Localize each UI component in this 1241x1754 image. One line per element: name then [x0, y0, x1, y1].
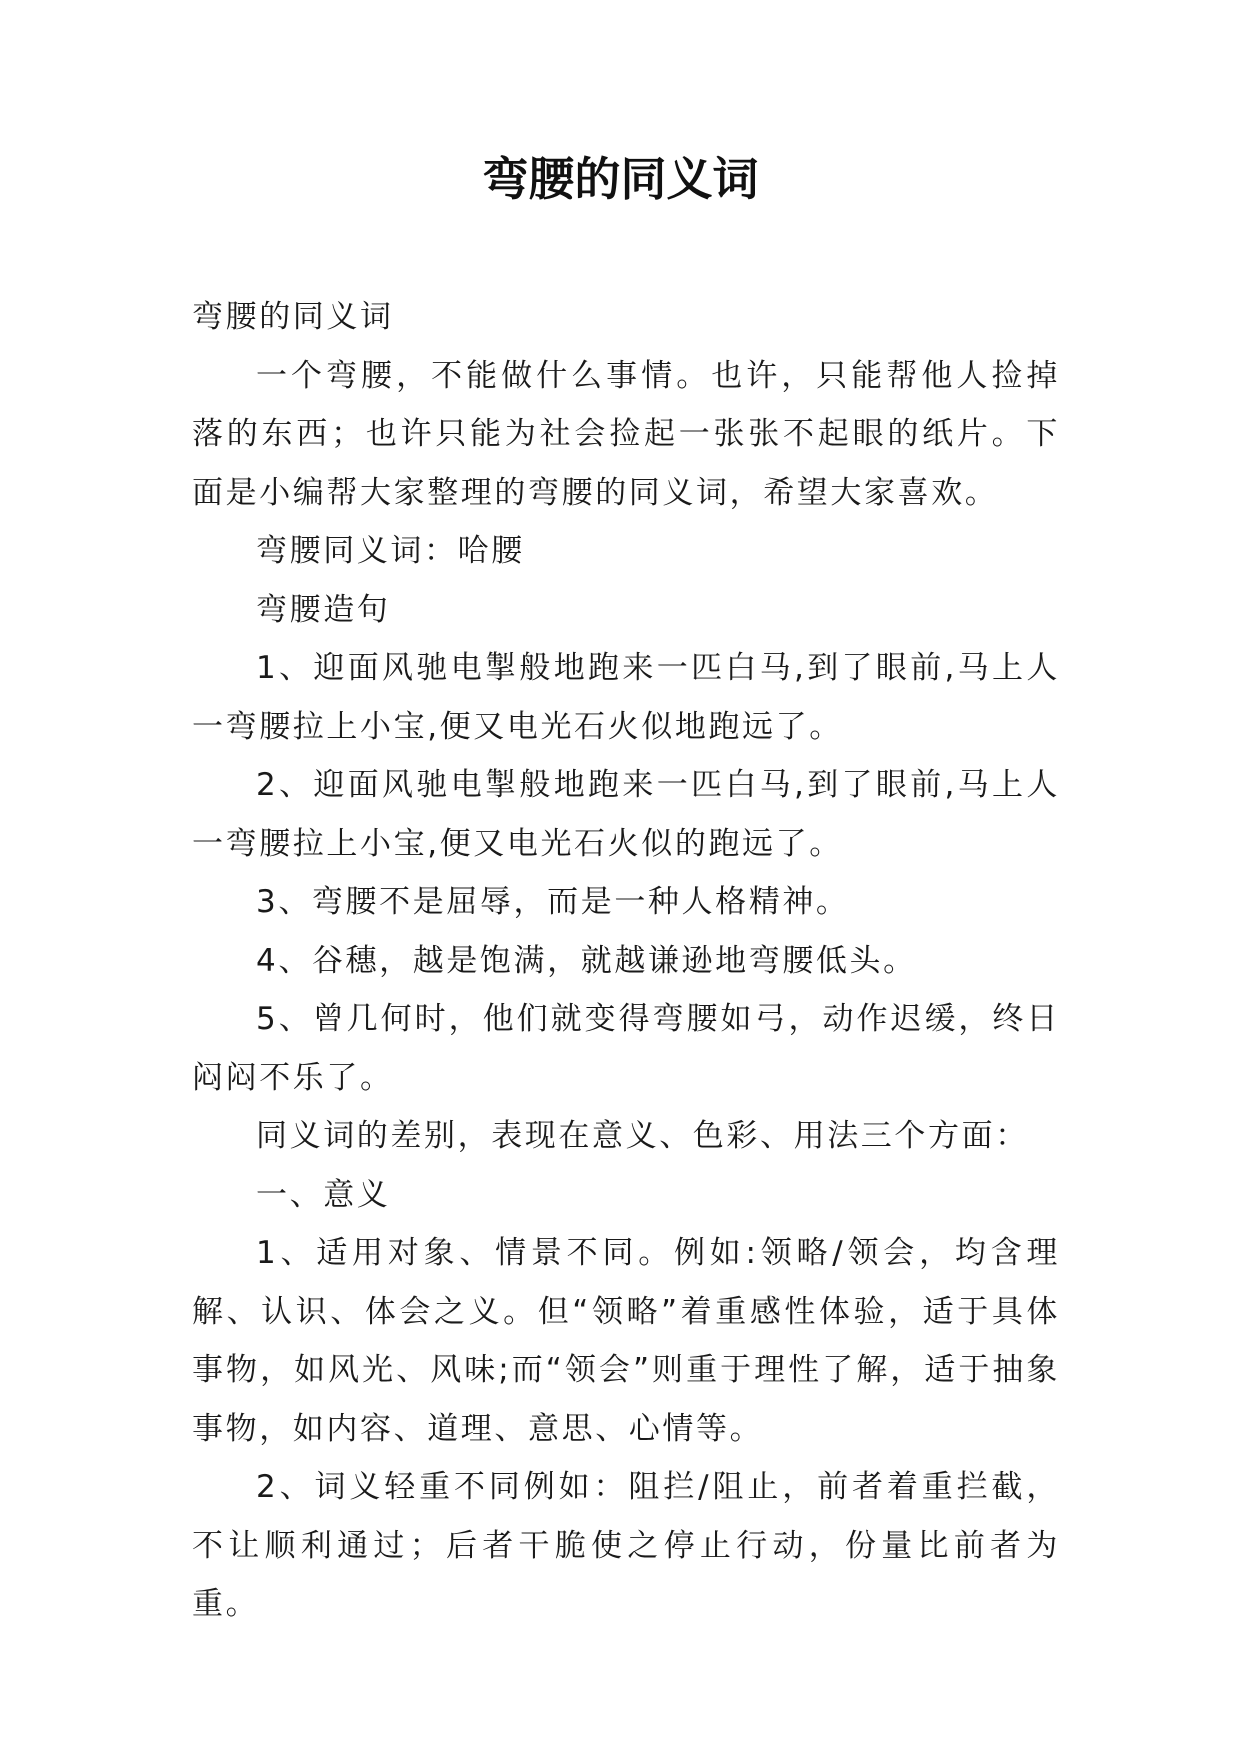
body-paragraph: 弯腰造句 [256, 591, 391, 628]
section-heading: 一、意义 [256, 1176, 391, 1213]
body-paragraph: 1、适用对象、情景不同。例如:领略/领会，均含理解、认识、体会之义。但“领略”着重感性体验，适于具体事物，如风光、风味;而“领会”则重于理性了解，适于抽象事物，如内容、道理、意思、心情等。 [192, 1235, 1060, 1447]
body-paragraph: 2、迎面风驰电掣般地跑来一匹白马,到了眼前,马上人一弯腰拉上小宝,便又电光石火似的跑远了。 [192, 767, 1060, 862]
body-paragraph: 同义词的差别，表现在意义、色彩、用法三个方面： [256, 1118, 1029, 1154]
body-paragraph: 弯腰的同义词 [192, 299, 394, 335]
document-title: 弯腰的同义词 [482, 152, 759, 206]
body-paragraph: 2、词义轻重不同例如：阻拦/阻止，前者着重拦截，不让顺利通过；后者干脆使之停止行动，份量比前者为重。 [192, 1469, 1060, 1622]
body-paragraph: 4、谷穗，越是饱满，就越谦逊地弯腰低头。 [256, 942, 917, 979]
body-paragraph: 一个弯腰，不能做什么事情。也许，只能帮他人捡掉落的东西；也许只能为社会捡起一张张不起眼的纸片。下面是小编帮大家整理的弯腰的同义词，希望大家喜欢。 [192, 357, 1060, 511]
body-paragraph: 5、曾几何时，他们就变得弯腰如弓，动作迟缓，终日闷闷不乐了。 [192, 1001, 1060, 1096]
body-paragraph: 3、弯腰不是屈辱，而是一种人格精神。 [256, 884, 850, 920]
body-paragraph: 弯腰同义词：哈腰 [256, 533, 525, 569]
body-paragraph: 1、迎面风驰电掣般地跑来一匹白马,到了眼前,马上人一弯腰拉上小宝,便又电光石火似地跑远了。 [192, 650, 1060, 745]
document-body [192, 288, 1060, 1634]
